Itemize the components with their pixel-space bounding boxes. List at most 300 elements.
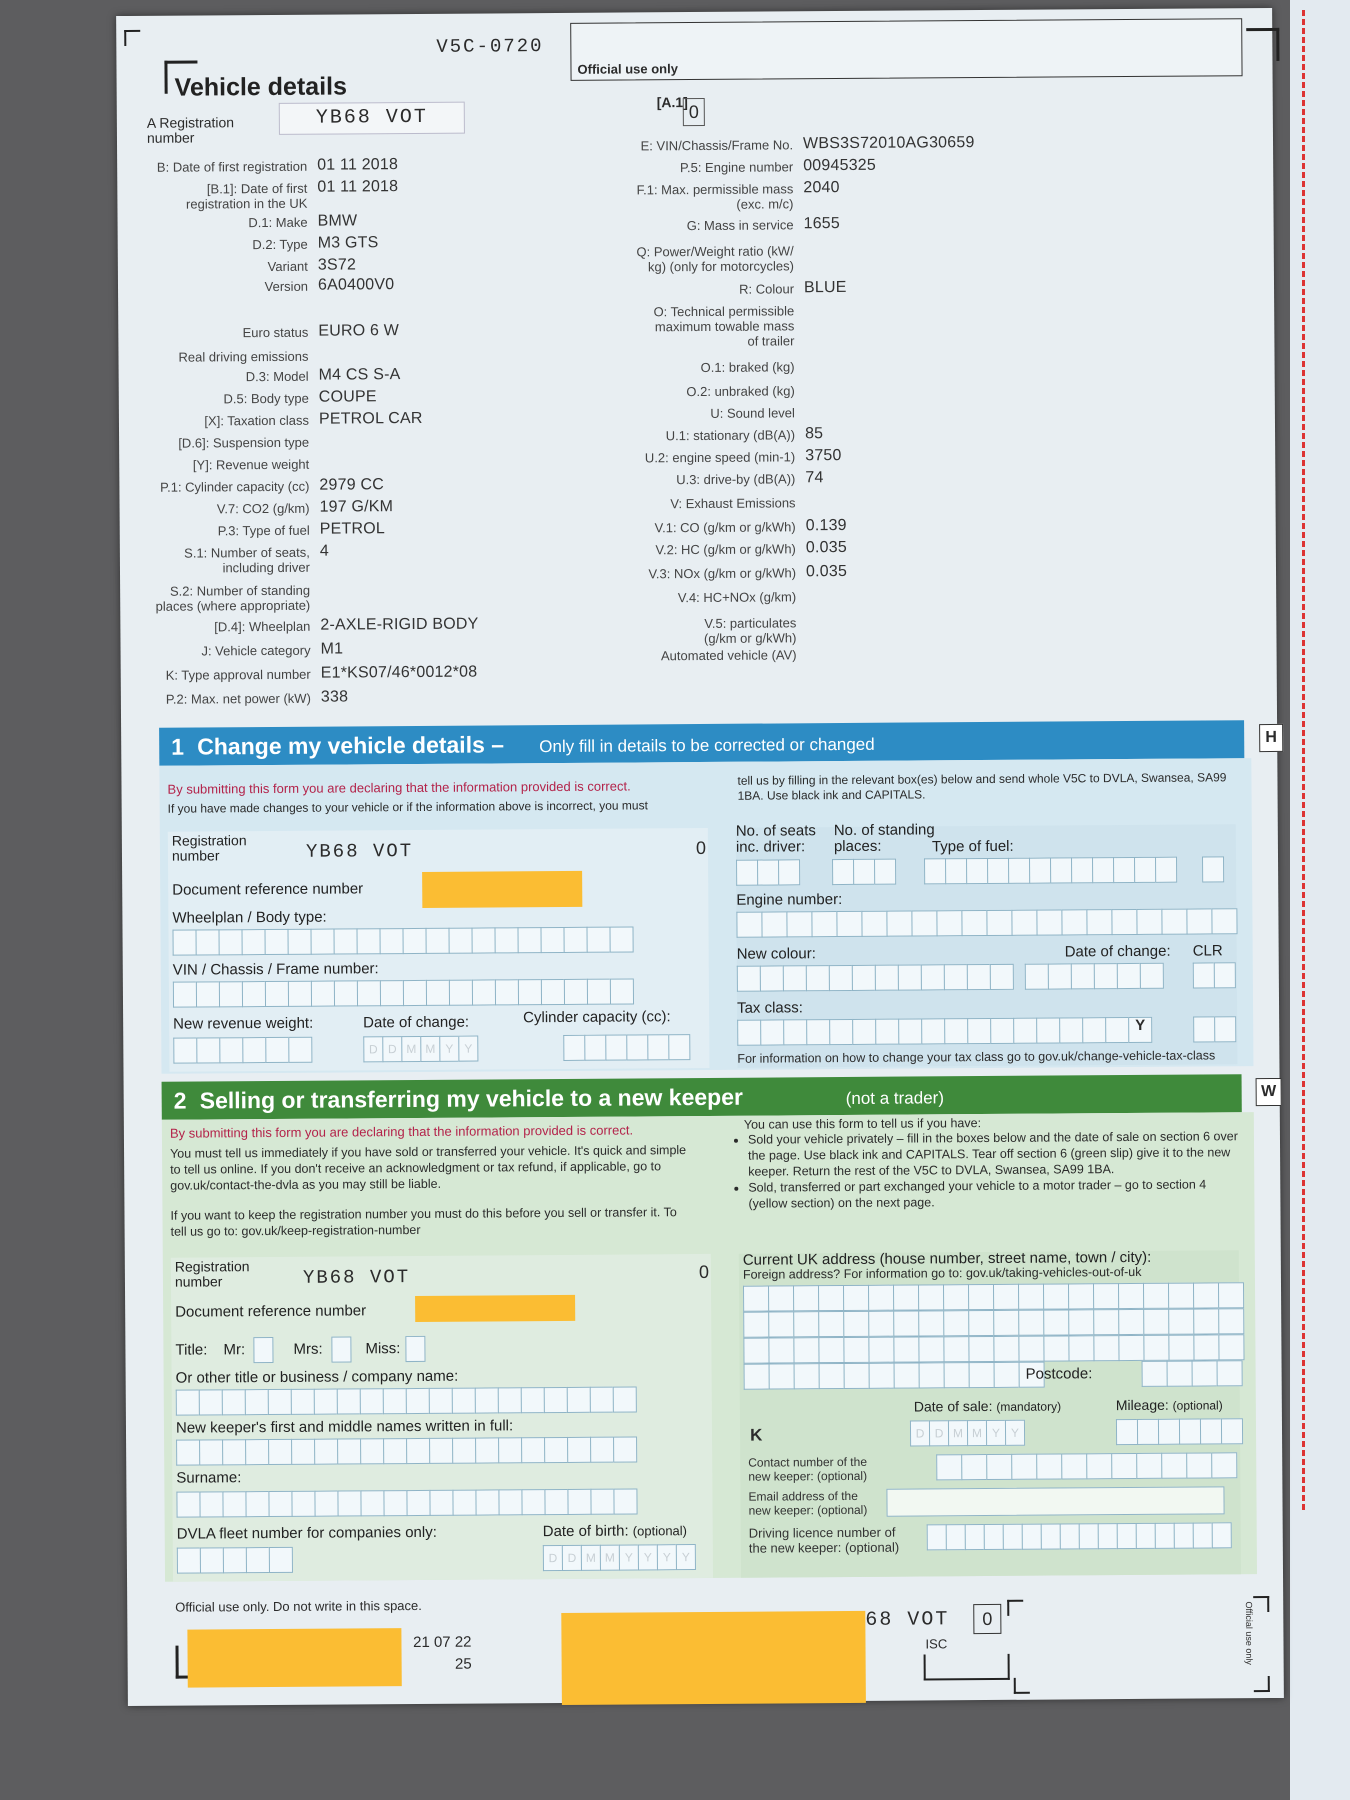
- character-box[interactable]: [768, 1311, 793, 1337]
- character-box[interactable]: [1136, 1453, 1161, 1479]
- s1-fuel-check-box[interactable]: [1202, 856, 1224, 882]
- character-box[interactable]: D: [382, 1036, 401, 1062]
- character-box[interactable]: [245, 1491, 268, 1517]
- character-box[interactable]: [1094, 963, 1117, 989]
- character-box[interactable]: [874, 859, 896, 885]
- character-box[interactable]: [521, 1387, 544, 1413]
- character-box[interactable]: [736, 912, 761, 938]
- character-box[interactable]: [265, 1037, 288, 1063]
- character-box[interactable]: [173, 1038, 196, 1064]
- character-box[interactable]: [1211, 908, 1237, 934]
- character-box[interactable]: [843, 1311, 868, 1337]
- footer-isc-box[interactable]: [924, 1654, 1010, 1681]
- s2-address-line4[interactable]: [744, 1362, 1045, 1390]
- character-box[interactable]: [1217, 1360, 1243, 1386]
- character-box[interactable]: [737, 966, 760, 992]
- character-box[interactable]: [1143, 1283, 1168, 1309]
- character-box[interactable]: [1105, 1017, 1128, 1043]
- character-box[interactable]: [1143, 1335, 1168, 1361]
- character-box[interactable]: Y: [619, 1544, 638, 1570]
- character-box[interactable]: [1061, 1453, 1086, 1479]
- character-box[interactable]: [853, 859, 874, 885]
- s2-email-field[interactable]: [886, 1486, 1224, 1516]
- character-box[interactable]: [331, 1336, 351, 1362]
- character-box[interactable]: [893, 1310, 918, 1336]
- character-box[interactable]: [743, 1286, 768, 1312]
- character-box[interactable]: [264, 929, 287, 955]
- character-box[interactable]: [1116, 1419, 1137, 1445]
- character-box[interactable]: [1168, 1283, 1193, 1309]
- character-box[interactable]: [1118, 1335, 1143, 1361]
- character-box[interactable]: [967, 1018, 990, 1044]
- character-box[interactable]: [222, 1491, 245, 1517]
- character-box[interactable]: [843, 1337, 868, 1363]
- s2-contact-field[interactable]: [936, 1452, 1237, 1480]
- character-box[interactable]: [383, 1490, 406, 1516]
- character-box[interactable]: [448, 928, 471, 954]
- character-box[interactable]: [176, 1390, 199, 1416]
- character-box[interactable]: [1193, 1282, 1218, 1308]
- character-box[interactable]: [783, 965, 806, 991]
- character-box[interactable]: [968, 1310, 993, 1336]
- character-box[interactable]: [919, 1362, 944, 1388]
- character-box[interactable]: [1211, 1452, 1237, 1478]
- character-box[interactable]: [1192, 1360, 1217, 1386]
- character-box[interactable]: [268, 1491, 291, 1517]
- character-box[interactable]: [544, 1489, 567, 1515]
- character-box[interactable]: M: [401, 1036, 420, 1062]
- character-box[interactable]: [927, 1524, 946, 1550]
- character-box[interactable]: [405, 1336, 425, 1362]
- s2-mr-checkbox[interactable]: [253, 1337, 273, 1363]
- character-box[interactable]: [498, 1437, 521, 1463]
- character-box[interactable]: [819, 1363, 844, 1389]
- character-box[interactable]: [760, 965, 783, 991]
- character-box[interactable]: [1155, 1523, 1174, 1549]
- character-box[interactable]: [1174, 1523, 1193, 1549]
- character-box[interactable]: [769, 1363, 794, 1389]
- character-box[interactable]: [993, 1284, 1018, 1310]
- character-box[interactable]: [944, 1018, 967, 1044]
- character-box[interactable]: [778, 859, 800, 885]
- character-box[interactable]: [793, 1311, 818, 1337]
- character-box[interactable]: [1218, 1334, 1244, 1360]
- character-box[interactable]: [1136, 1523, 1155, 1549]
- character-box[interactable]: [223, 1547, 246, 1573]
- character-box[interactable]: [993, 1310, 1018, 1336]
- character-box[interactable]: [1018, 1310, 1043, 1336]
- character-box[interactable]: [1029, 858, 1050, 884]
- character-box[interactable]: [1082, 1017, 1105, 1043]
- character-box[interactable]: [360, 1438, 383, 1464]
- character-box[interactable]: [1050, 857, 1071, 883]
- character-box[interactable]: [268, 1389, 291, 1415]
- character-box[interactable]: [334, 980, 357, 1006]
- character-box[interactable]: [1068, 1335, 1093, 1361]
- character-box[interactable]: [868, 1311, 893, 1337]
- character-box[interactable]: [1118, 1309, 1143, 1335]
- character-box[interactable]: [894, 1362, 919, 1388]
- character-box[interactable]: [1043, 1335, 1068, 1361]
- character-box[interactable]: [1113, 857, 1134, 883]
- character-box[interactable]: [1048, 963, 1071, 989]
- s2-surname-field[interactable]: [176, 1488, 637, 1517]
- character-box[interactable]: [943, 1310, 968, 1336]
- character-box[interactable]: [968, 1284, 993, 1310]
- character-box[interactable]: M: [967, 1420, 986, 1446]
- character-box[interactable]: [918, 1284, 943, 1310]
- character-box[interactable]: [793, 1337, 818, 1363]
- character-box[interactable]: [1134, 857, 1155, 883]
- character-box[interactable]: [861, 911, 886, 937]
- character-box[interactable]: [310, 929, 333, 955]
- character-box[interactable]: [246, 1547, 269, 1573]
- character-box[interactable]: [586, 927, 609, 953]
- character-box[interactable]: [868, 1285, 893, 1311]
- character-box[interactable]: [1193, 1334, 1218, 1360]
- s1-fuel-field[interactable]: [924, 857, 1177, 885]
- character-box[interactable]: [737, 1020, 760, 1046]
- character-box[interactable]: [1193, 1016, 1214, 1042]
- character-box[interactable]: [613, 1436, 637, 1462]
- character-box[interactable]: [291, 1389, 314, 1415]
- character-box[interactable]: [760, 1019, 783, 1045]
- character-box[interactable]: [1111, 909, 1136, 935]
- character-box[interactable]: [1118, 1283, 1143, 1309]
- character-box[interactable]: [1212, 1522, 1232, 1548]
- character-box[interactable]: [314, 1491, 337, 1517]
- character-box[interactable]: [911, 910, 936, 936]
- character-box[interactable]: [517, 927, 540, 953]
- character-box[interactable]: [1221, 1418, 1243, 1444]
- s1-revenue-weight-field[interactable]: [173, 1037, 312, 1064]
- character-box[interactable]: [199, 1439, 222, 1465]
- s1-standing-field[interactable]: [832, 859, 896, 885]
- character-box[interactable]: [1155, 857, 1177, 883]
- character-box[interactable]: Y: [458, 1036, 478, 1062]
- character-box[interactable]: [1086, 909, 1111, 935]
- character-box[interactable]: [818, 1311, 843, 1337]
- character-box[interactable]: [1143, 1309, 1168, 1335]
- character-box[interactable]: [875, 965, 898, 991]
- s1-date-change-field[interactable]: [363, 1036, 478, 1063]
- character-box[interactable]: Y: [676, 1544, 696, 1570]
- character-box[interactable]: [590, 1489, 613, 1515]
- character-box[interactable]: [1008, 858, 1029, 884]
- character-box[interactable]: [898, 964, 921, 990]
- character-box[interactable]: D: [929, 1420, 948, 1446]
- character-box[interactable]: [379, 928, 402, 954]
- character-box[interactable]: [1011, 1454, 1036, 1480]
- s1-cylinder-field[interactable]: [563, 1034, 690, 1061]
- character-box[interactable]: [541, 979, 564, 1005]
- character-box[interactable]: [966, 858, 987, 884]
- character-box[interactable]: Y: [638, 1544, 657, 1570]
- character-box[interactable]: [1168, 1309, 1193, 1335]
- character-box[interactable]: [567, 1437, 590, 1463]
- character-box[interactable]: [852, 1019, 875, 1045]
- character-box[interactable]: [475, 1489, 498, 1515]
- character-box[interactable]: [1202, 856, 1224, 882]
- character-box[interactable]: [311, 981, 334, 1007]
- character-box[interactable]: [176, 1440, 199, 1466]
- character-box[interactable]: [245, 1389, 268, 1415]
- character-box[interactable]: [829, 965, 852, 991]
- character-box[interactable]: [626, 1034, 647, 1060]
- character-box[interactable]: [219, 1037, 242, 1063]
- character-box[interactable]: [288, 981, 311, 1007]
- character-box[interactable]: [1218, 1308, 1244, 1334]
- character-box[interactable]: [406, 1388, 429, 1414]
- character-box[interactable]: [1117, 1523, 1136, 1549]
- character-box[interactable]: D: [910, 1420, 929, 1446]
- character-box[interactable]: [811, 911, 836, 937]
- character-box[interactable]: [743, 1338, 768, 1364]
- character-box[interactable]: [986, 1454, 1011, 1480]
- character-box[interactable]: [383, 1388, 406, 1414]
- character-box[interactable]: [806, 1019, 829, 1045]
- character-box[interactable]: [936, 1454, 961, 1480]
- character-box[interactable]: [1093, 1335, 1118, 1361]
- character-box[interactable]: D: [543, 1545, 562, 1571]
- character-box[interactable]: [613, 1488, 637, 1514]
- character-box[interactable]: [475, 1437, 498, 1463]
- character-box[interactable]: [1036, 1017, 1059, 1043]
- character-box[interactable]: [1092, 857, 1113, 883]
- character-box[interactable]: [196, 981, 219, 1007]
- character-box[interactable]: [986, 910, 1011, 936]
- character-box[interactable]: [402, 928, 425, 954]
- s2-postcode-field[interactable]: [1142, 1360, 1243, 1387]
- character-box[interactable]: [605, 1035, 626, 1061]
- character-box[interactable]: [222, 1439, 245, 1465]
- character-box[interactable]: [1018, 1336, 1043, 1362]
- character-box[interactable]: [1168, 1335, 1193, 1361]
- character-box[interactable]: [521, 1489, 544, 1515]
- character-box[interactable]: [613, 1386, 637, 1412]
- character-box[interactable]: [990, 1018, 1013, 1044]
- character-box[interactable]: [472, 979, 495, 1005]
- character-box[interactable]: [288, 1037, 312, 1063]
- s2-mileage-field[interactable]: [1116, 1418, 1243, 1445]
- character-box[interactable]: [1142, 1361, 1167, 1387]
- character-box[interactable]: [961, 910, 986, 936]
- character-box[interactable]: [1111, 1453, 1136, 1479]
- character-box[interactable]: [610, 978, 634, 1004]
- character-box[interactable]: [314, 1389, 337, 1415]
- s2-address-line1[interactable]: [743, 1282, 1244, 1311]
- character-box[interactable]: [245, 1439, 268, 1465]
- character-box[interactable]: [968, 1336, 993, 1362]
- character-box[interactable]: [893, 1284, 918, 1310]
- character-box[interactable]: [806, 965, 829, 991]
- character-box[interactable]: [563, 1035, 584, 1061]
- character-box[interactable]: [518, 979, 541, 1005]
- s2-address-line3[interactable]: [743, 1334, 1244, 1363]
- character-box[interactable]: [563, 927, 586, 953]
- character-box[interactable]: [521, 1437, 544, 1463]
- character-box[interactable]: [944, 1362, 969, 1388]
- character-box[interactable]: [333, 928, 356, 954]
- character-box[interactable]: [832, 859, 853, 885]
- character-box[interactable]: [945, 858, 966, 884]
- character-box[interactable]: [429, 1388, 452, 1414]
- character-box[interactable]: [921, 964, 944, 990]
- character-box[interactable]: [426, 980, 449, 1006]
- character-box[interactable]: [743, 1312, 768, 1338]
- s2-mrs-checkbox[interactable]: [331, 1336, 351, 1362]
- s2-date-sale-field[interactable]: [910, 1420, 1025, 1447]
- character-box[interactable]: [668, 1034, 690, 1060]
- character-box[interactable]: [253, 1337, 273, 1363]
- character-box[interactable]: [425, 928, 448, 954]
- character-box[interactable]: [1086, 1453, 1111, 1479]
- character-box[interactable]: [768, 1285, 793, 1311]
- character-box[interactable]: [1179, 1419, 1200, 1445]
- character-box[interactable]: [199, 1389, 222, 1415]
- character-box[interactable]: [337, 1388, 360, 1414]
- character-box[interactable]: [498, 1489, 521, 1515]
- character-box[interactable]: [1161, 1453, 1186, 1479]
- character-box[interactable]: [967, 964, 990, 990]
- character-box[interactable]: [357, 980, 380, 1006]
- character-box[interactable]: [452, 1438, 475, 1464]
- character-box[interactable]: [786, 911, 811, 937]
- character-box[interactable]: [544, 1387, 567, 1413]
- character-box[interactable]: [471, 927, 494, 953]
- character-box[interactable]: [403, 980, 426, 1006]
- character-box[interactable]: [291, 1439, 314, 1465]
- character-box[interactable]: [241, 929, 264, 955]
- s1-engine-field[interactable]: [736, 908, 1237, 937]
- character-box[interactable]: [540, 927, 563, 953]
- character-box[interactable]: [199, 1491, 222, 1517]
- character-box[interactable]: [1061, 909, 1086, 935]
- character-box[interactable]: [242, 981, 265, 1007]
- s1-colour-field[interactable]: [737, 964, 1014, 992]
- character-box[interactable]: [1193, 962, 1214, 988]
- character-box[interactable]: [647, 1034, 668, 1060]
- character-box[interactable]: [1022, 1524, 1041, 1550]
- character-box[interactable]: [918, 1310, 943, 1336]
- character-box[interactable]: [1043, 1309, 1068, 1335]
- s1-tax-field[interactable]: [737, 1017, 1152, 1046]
- character-box[interactable]: [337, 1438, 360, 1464]
- character-box[interactable]: [1011, 910, 1036, 936]
- character-box[interactable]: [287, 929, 310, 955]
- character-box[interactable]: [946, 1524, 965, 1550]
- character-box[interactable]: [1071, 963, 1094, 989]
- character-box[interactable]: [984, 1524, 1003, 1550]
- character-box[interactable]: [829, 1019, 852, 1045]
- character-box[interactable]: [944, 964, 967, 990]
- character-box[interactable]: [1161, 909, 1186, 935]
- character-box[interactable]: [918, 1336, 943, 1362]
- character-box[interactable]: [1214, 1016, 1236, 1042]
- character-box[interactable]: [1137, 1419, 1158, 1445]
- character-box[interactable]: [1041, 1524, 1060, 1550]
- character-box[interactable]: M: [600, 1545, 619, 1571]
- character-box[interactable]: [360, 1490, 383, 1516]
- s1-clr-field[interactable]: [1193, 962, 1236, 988]
- character-box[interactable]: [1140, 963, 1164, 989]
- character-box[interactable]: [337, 1490, 360, 1516]
- character-box[interactable]: [406, 1438, 429, 1464]
- character-box[interactable]: M: [420, 1036, 439, 1062]
- character-box[interactable]: [794, 1363, 819, 1389]
- character-box[interactable]: [1093, 1283, 1118, 1309]
- character-box[interactable]: [449, 980, 472, 1006]
- character-box[interactable]: [1059, 1017, 1082, 1043]
- character-box[interactable]: [495, 979, 518, 1005]
- character-box[interactable]: [564, 979, 587, 1005]
- character-box[interactable]: [818, 1285, 843, 1311]
- character-box[interactable]: [1018, 1284, 1043, 1310]
- character-box[interactable]: [1214, 962, 1236, 988]
- character-box[interactable]: [195, 929, 218, 955]
- character-box[interactable]: [567, 1387, 590, 1413]
- character-box[interactable]: [196, 1037, 219, 1063]
- character-box[interactable]: [844, 1363, 869, 1389]
- character-box[interactable]: [498, 1387, 521, 1413]
- s2-licence-field[interactable]: [927, 1522, 1232, 1550]
- character-box[interactable]: [994, 1362, 1019, 1388]
- character-box[interactable]: [406, 1490, 429, 1516]
- character-box[interactable]: [1036, 1453, 1061, 1479]
- character-box[interactable]: [429, 1438, 452, 1464]
- character-box[interactable]: [921, 1018, 944, 1044]
- s1-tax-extra-field[interactable]: [1193, 1016, 1236, 1042]
- character-box[interactable]: [1158, 1419, 1179, 1445]
- character-box[interactable]: [744, 1364, 769, 1390]
- character-box[interactable]: [590, 1387, 613, 1413]
- character-box[interactable]: [886, 911, 911, 937]
- s2-other-title-field[interactable]: [176, 1386, 637, 1415]
- character-box[interactable]: [924, 858, 945, 884]
- character-box[interactable]: [1098, 1523, 1117, 1549]
- character-box[interactable]: [1193, 1522, 1212, 1548]
- character-box[interactable]: [268, 1439, 291, 1465]
- character-box[interactable]: [1093, 1309, 1118, 1335]
- character-box[interactable]: [587, 979, 610, 1005]
- character-box[interactable]: [736, 860, 757, 886]
- character-box[interactable]: [965, 1524, 984, 1550]
- character-box[interactable]: [475, 1387, 498, 1413]
- character-box[interactable]: [898, 1018, 921, 1044]
- s2-names-field[interactable]: [176, 1436, 637, 1465]
- character-box[interactable]: [584, 1035, 605, 1061]
- character-box[interactable]: M: [581, 1545, 600, 1571]
- character-box[interactable]: [356, 928, 379, 954]
- character-box[interactable]: [993, 1336, 1018, 1362]
- character-box[interactable]: [1068, 1283, 1093, 1309]
- character-box[interactable]: [544, 1437, 567, 1463]
- character-box[interactable]: Y: [657, 1544, 676, 1570]
- character-box[interactable]: [360, 1388, 383, 1414]
- character-box[interactable]: [757, 859, 778, 885]
- character-box[interactable]: Y: [439, 1036, 458, 1062]
- character-box[interactable]: [936, 910, 961, 936]
- s2-address-line2[interactable]: [743, 1308, 1244, 1337]
- character-box[interactable]: [218, 929, 241, 955]
- character-box[interactable]: [242, 1037, 265, 1063]
- character-box[interactable]: [452, 1388, 475, 1414]
- character-box[interactable]: M: [948, 1420, 967, 1446]
- character-box[interactable]: [1186, 1452, 1211, 1478]
- character-box[interactable]: [1068, 1309, 1093, 1335]
- character-box[interactable]: [173, 982, 196, 1008]
- character-box[interactable]: [987, 858, 1008, 884]
